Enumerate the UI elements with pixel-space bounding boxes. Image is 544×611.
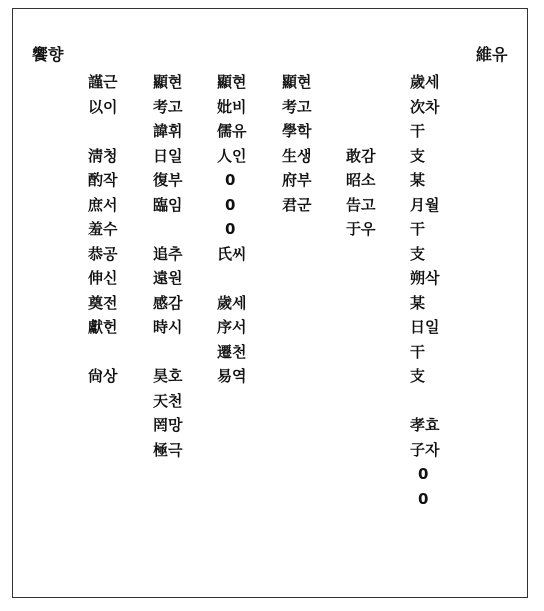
text-cell: 次차 xyxy=(410,97,440,116)
text-cell: 遠원 xyxy=(153,269,183,287)
header-left-heading: 饗향 xyxy=(32,45,64,64)
text-cell xyxy=(88,487,160,512)
text-cell xyxy=(217,389,289,414)
text-cell: 支 xyxy=(410,146,426,165)
text-cell: 人인 xyxy=(217,146,247,165)
text-cell: 顯현 xyxy=(217,73,247,91)
text-cell xyxy=(153,487,225,512)
text-cell xyxy=(346,315,418,340)
text-cell: 謹근 xyxy=(88,73,118,91)
text-cell: 子자 xyxy=(410,440,440,459)
text-cell xyxy=(282,315,354,340)
text-cell: 恭공 xyxy=(88,244,118,263)
text-cell: 歲세 xyxy=(410,73,440,91)
text-cell xyxy=(282,291,354,316)
text-cell xyxy=(88,389,160,414)
text-cell: 孝효 xyxy=(410,416,440,434)
text-cell: 某 xyxy=(410,171,426,189)
text-cell: 顯현 xyxy=(282,73,312,91)
text-cell: 羞수 xyxy=(88,220,118,238)
text-cell: 日일 xyxy=(153,146,183,165)
text-cell xyxy=(346,389,418,414)
text-cell: 干 xyxy=(410,122,426,140)
text-cell: 顯현 xyxy=(153,73,183,91)
text-cell xyxy=(282,340,354,365)
text-cell: 考고 xyxy=(282,97,312,116)
text-cell xyxy=(282,438,354,463)
text-cell xyxy=(217,487,289,512)
text-cell: 尙상 xyxy=(88,367,118,385)
text-cell: 府부 xyxy=(282,171,312,189)
text-cell xyxy=(346,413,418,438)
text-cell: 干 xyxy=(410,342,426,361)
text-cell: 0 xyxy=(225,220,236,238)
text-cell xyxy=(346,438,418,463)
text-cell: 序서 xyxy=(217,318,247,336)
text-cell: 干 xyxy=(410,220,426,238)
text-cell: 支 xyxy=(410,367,426,385)
text-cell xyxy=(282,389,354,414)
text-cell xyxy=(282,462,354,487)
text-cell: 儒유 xyxy=(217,122,247,140)
header-right-heading: 維유 xyxy=(476,45,508,64)
text-cell xyxy=(410,389,482,414)
text-cell: 敢감 xyxy=(346,146,376,165)
text-cell: 獻헌 xyxy=(88,318,118,336)
text-cell xyxy=(217,438,289,463)
text-cell: 以이 xyxy=(88,97,118,116)
text-cell: 0 xyxy=(225,171,236,189)
text-cell xyxy=(153,217,225,242)
text-cell xyxy=(217,266,289,291)
text-cell xyxy=(346,291,418,316)
text-cell: 考고 xyxy=(153,97,183,116)
text-cell: 0 xyxy=(225,195,236,214)
text-cell xyxy=(88,119,160,144)
text-cell xyxy=(346,70,418,95)
text-cell xyxy=(282,217,354,242)
text-cell: 日일 xyxy=(410,318,440,336)
text-cell xyxy=(346,95,418,120)
text-column-1 xyxy=(88,70,160,511)
text-cell: 追추 xyxy=(153,244,183,263)
text-cell xyxy=(153,462,225,487)
text-cell: 于우 xyxy=(346,220,376,238)
text-cell: 酌작 xyxy=(88,171,118,189)
text-cell: 氏씨 xyxy=(217,244,247,263)
text-cell: 朔삭 xyxy=(410,269,440,287)
text-cell xyxy=(88,413,160,438)
text-cell: 告고 xyxy=(346,195,376,214)
text-cell xyxy=(88,438,160,463)
text-cell: 0 xyxy=(418,489,429,508)
text-cell: 妣비 xyxy=(217,97,247,116)
text-cell: 支 xyxy=(410,244,426,263)
text-cell: 歲세 xyxy=(217,293,247,312)
text-cell xyxy=(88,462,160,487)
text-cell xyxy=(153,340,225,365)
text-cell: 臨임 xyxy=(153,195,183,214)
text-cell: 時시 xyxy=(153,318,183,336)
text-cell: 君군 xyxy=(282,195,312,214)
text-cell xyxy=(88,340,160,365)
text-cell: 易역 xyxy=(217,367,247,385)
text-cell: 淸청 xyxy=(88,146,118,165)
text-cell xyxy=(217,462,289,487)
text-cell: 極극 xyxy=(153,440,183,459)
text-cell xyxy=(217,413,289,438)
text-cell xyxy=(346,340,418,365)
text-cell xyxy=(346,364,418,389)
text-column-2 xyxy=(153,70,225,511)
text-cell: 生생 xyxy=(282,146,312,165)
text-cell: 遷천 xyxy=(217,342,247,361)
text-column-4 xyxy=(282,70,354,511)
text-cell xyxy=(282,487,354,512)
text-cell xyxy=(346,462,418,487)
text-cell: 庶서 xyxy=(88,195,118,214)
text-column-5 xyxy=(346,70,418,511)
text-cell: 學학 xyxy=(282,122,312,140)
text-cell xyxy=(282,413,354,438)
text-cell xyxy=(282,242,354,267)
text-cell: 昊호 xyxy=(153,367,183,385)
text-cell: 罔망 xyxy=(153,416,183,434)
text-cell: 天천 xyxy=(153,391,183,410)
text-cell xyxy=(282,266,354,291)
text-cell: 昭소 xyxy=(346,171,376,189)
text-cell: 0 xyxy=(418,465,429,483)
text-cell: 復부 xyxy=(153,171,183,189)
text-cell xyxy=(346,119,418,144)
text-cell: 月월 xyxy=(410,195,440,214)
text-cell xyxy=(346,266,418,291)
text-cell: 奠전 xyxy=(88,293,118,312)
text-column-3 xyxy=(217,70,289,511)
text-cell: 感감 xyxy=(153,293,183,312)
text-cell: 伸신 xyxy=(88,269,118,287)
text-cell xyxy=(346,242,418,267)
text-cell xyxy=(282,364,354,389)
text-cell: 諱휘 xyxy=(153,122,183,140)
text-cell: 某 xyxy=(410,293,426,312)
text-cell xyxy=(346,487,418,512)
text-column-6 xyxy=(410,70,482,511)
